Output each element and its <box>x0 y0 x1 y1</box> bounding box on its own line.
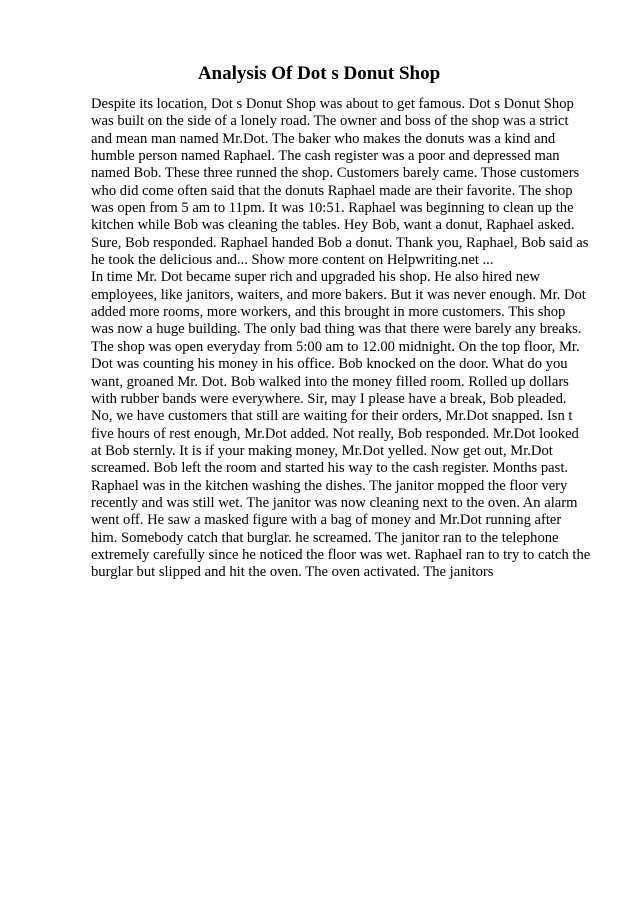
paragraph-1: Despite its location, Dot s Donut Shop was about to get famous. Dot s Donut Shop was built on the side of a lonely road. The owner and boss of the shop was a strict and mean man named Mr.Dot. The baker who makes the donuts was a kind and humble person named Raphael. The cash register was a poor and depressed man named Bob. These three runned the shop. Customers barely came. Those customers who did come often said that the donuts Raphael made are their favorite. The shop was open from 5 am to 11pm. It was 10:51. Raphael was beginning to clean up the kitchen while Bob was cleaning the tables. Hey Bob, want a donut, Raphael asked. Sure, Bob responded. Raphael handed Bob a donut. Thank you, Raphael, Bob said as he took the delicious and... Show more content on Helpwriting.net ... <box>91 96 589 269</box>
document-body <box>91 96 591 582</box>
document-title: Analysis Of Dot s Donut Shop <box>197 63 441 84</box>
paragraph-2: In time Mr. Dot became super rich and upgraded his shop. He also hired new employees, like janitors, waiters, and more bakers. But it was never enough. Mr. Dot added more rooms, more workers, and this brought in more customers. This shop was now a huge building. The only bad thing was that there were barely any breaks. The shop was open everyday from 5:00 am to 12.00 midnight. On the top floor, Mr. Dot was counting his money in his office. Bob knocked on the door. What do you want, groaned Mr. Dot. Bob walked into the money filled room. Rolled up dollars with rubber bands were everywhere. Sir, may I please have a break, Bob pleaded. No, we have customers that still are waiting for their orders, Mr.Dot snapped. Isn t five hours of rest enough, Mr.Dot added. Not really, Bob responded. Mr.Dot looked at Bob sternly. It is if your making money, Mr.Dot yelled. Now get out, Mr.Dot screamed. Bob left the room and started his way to the cash register. Months past. Raphael was in the kitchen washing the dishes. The janitor mopped the floor very recently and was still wet. The janitor was now cleaning next to the oven. An alarm went off. He saw a masked figure with a bag of money and Mr.Dot running after him. Somebody catch that burglar. he screamed. The janitor ran to the telephone extremely carefully since he noticed the floor was wet. Raphael ran to try to catch the burglar but slipped and hit the oven. The oven activated. The janitors <box>91 269 591 581</box>
